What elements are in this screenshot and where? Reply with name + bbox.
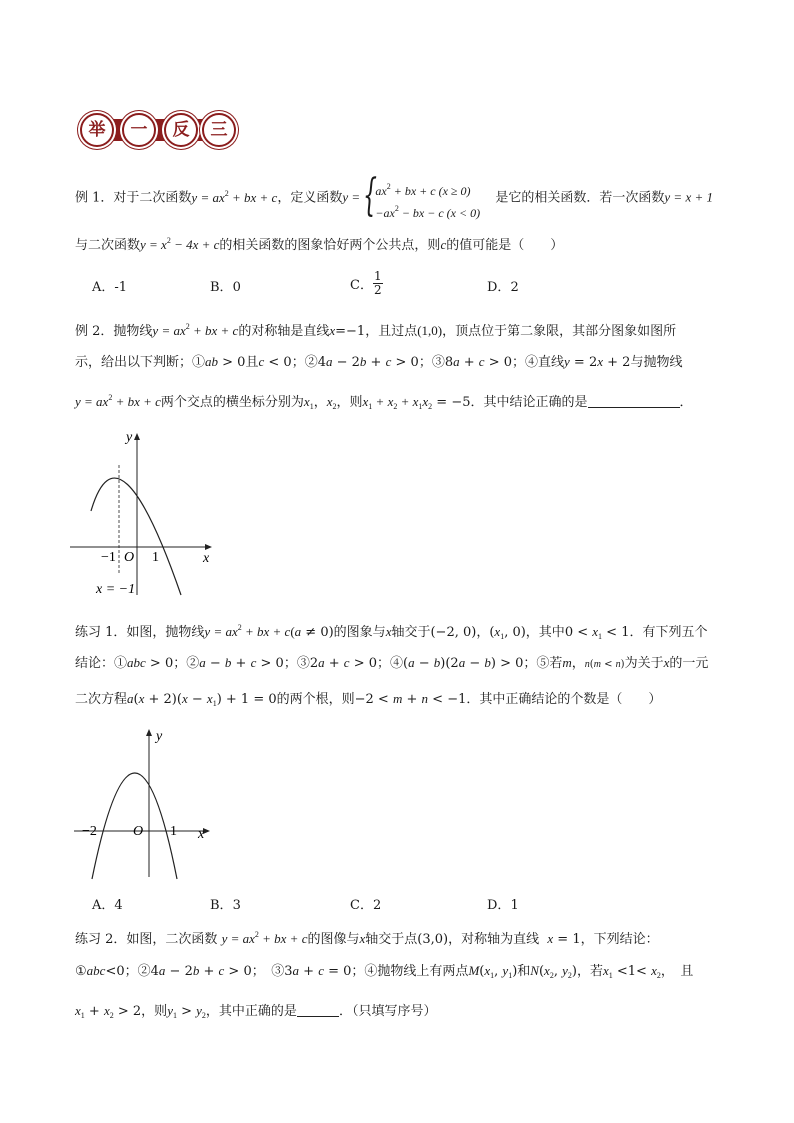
text-fragment: 是它的相关函数．若一次函数 bbox=[495, 190, 665, 206]
text-fragment: 两个交点的横坐标分别为 bbox=[160, 395, 304, 410]
text-fragment: ；④抛物线上有两点 bbox=[351, 964, 469, 979]
text-fragment: 2 bbox=[372, 898, 382, 913]
text-fragment: ；③ bbox=[283, 656, 310, 671]
pr2-line3: $x_1 + x_2 > 2$，则$y_1 > y_2$，其中正确的是 ．（只填写序号） bbox=[75, 1003, 437, 1020]
text-fragment: 的值可能是（ ） bbox=[446, 238, 564, 253]
ex2-x-arrow bbox=[205, 544, 212, 550]
text-fragment: ，则 bbox=[141, 1004, 168, 1019]
ex2-neg1-label: −1 bbox=[101, 550, 116, 565]
text-fragment: ．有下列五个 bbox=[629, 625, 708, 640]
text-fragment: B． bbox=[210, 898, 233, 913]
ex2-graph bbox=[66, 425, 216, 600]
text-fragment: ；② bbox=[124, 964, 151, 979]
text-fragment: ，下列结论： bbox=[580, 932, 659, 947]
text-fragment: 的一元 bbox=[669, 656, 709, 671]
text-fragment: ；② bbox=[173, 656, 200, 671]
text-fragment: ，则 bbox=[336, 395, 363, 410]
ex2-parabola bbox=[91, 478, 181, 595]
text-fragment: 为关于 bbox=[624, 656, 664, 671]
pr1-y-label: y bbox=[156, 729, 163, 744]
pr1-graph bbox=[70, 725, 220, 885]
pr1-neg2-label: −2 bbox=[82, 824, 97, 839]
text-fragment: 0 bbox=[232, 280, 241, 295]
text-fragment: A． bbox=[92, 280, 115, 295]
text-fragment: ；④ bbox=[377, 656, 404, 671]
ex1-option-a[interactable] bbox=[92, 276, 127, 295]
text-fragment: 1 bbox=[510, 898, 519, 913]
text-fragment: 结论：① bbox=[75, 656, 128, 671]
ex1-option-b[interactable] bbox=[210, 276, 241, 295]
text-fragment: ；③ bbox=[418, 355, 445, 370]
text-fragment: 和 bbox=[517, 964, 531, 979]
header-badges bbox=[78, 113, 238, 149]
text-fragment: ；④直线 bbox=[512, 355, 565, 370]
pr1-option-b[interactable] bbox=[210, 894, 241, 913]
pr2-line2: ①abc<0；②4a − 2b + c > 0； ③3a + c = 0；④抛物线上有两点$M(x_1$, $y_1$)和$N(x_2$, $y_2$)，若$x_1 <1< x_2$， 且 bbox=[75, 963, 694, 980]
text-fragment: -1 bbox=[114, 280, 128, 295]
ex2-one-label: 1 bbox=[152, 550, 159, 565]
text-fragment: 的对称轴是直线 bbox=[238, 324, 330, 339]
pr1-y-arrow bbox=[146, 729, 152, 736]
text-fragment: 与二次函数 bbox=[75, 238, 141, 253]
pr1-option-c[interactable] bbox=[350, 894, 381, 913]
badge-yi: 一 bbox=[122, 113, 156, 147]
text-fragment: C． bbox=[350, 278, 373, 293]
text-fragment: 的相关函数的图象恰好两个公共点，则 bbox=[219, 238, 441, 253]
pr1-option-a[interactable] bbox=[92, 894, 123, 913]
ex2-answer-blank[interactable] bbox=[588, 395, 680, 408]
text-fragment: 3 bbox=[232, 898, 241, 913]
text-fragment: D． bbox=[487, 280, 511, 295]
pr2-answer-blank[interactable] bbox=[297, 1004, 339, 1017]
text-fragment: 的图象与 bbox=[333, 625, 386, 640]
pr1-line1: 练习 1．如图，抛物线$y = ax^2$ + bx + c(a ≠ 0)的图象与x轴交于(−2, 0)，($x_1$, 0)，其中$0 < x_1 < 1$．有下列五个 bbox=[75, 623, 708, 641]
text-fragment: 1 bbox=[373, 269, 382, 283]
pr1-line3: 二次方程$a(x + 2)(x - x_1) + 1 = 0$的两个根，则−2 < m + n < −1．其中正确结论的个数是（ ） bbox=[75, 691, 662, 708]
text-fragment: 示，给出以下判断；① bbox=[75, 355, 206, 370]
pr2-line1: 练习 2．如图，二次函数 $y = ax^2$ + bx + c的图像与x轴交于点(3,0)，对称轴为直线 x = 1，下列结论： bbox=[75, 930, 659, 947]
text-fragment: ．其中结论正确的是 bbox=[470, 395, 588, 410]
ex2-line1: 例 2．抛物线$y = ax^2$ + bx + c的对称轴是直线x=−1，且过点(1,0)，顶点位于第二象限，其部分图象如图所 bbox=[75, 322, 677, 339]
text-fragment: ，对称轴为直线 bbox=[448, 932, 540, 947]
text-fragment: A． bbox=[92, 898, 115, 913]
text-fragment: ．其中正确结论的个数是（ ） bbox=[466, 692, 662, 707]
ex1-line1: 例 1．对于二次函数$y = ax^2$ + bx + c，定义函数y = { $ax^2$ + bx + c (x ≥ 0) $-ax^2$ − bx − c (x < 0) 是它的相关函数．若一次函数y = x + 1 bbox=[75, 170, 713, 221]
ex2-y-arrow bbox=[134, 433, 140, 440]
text-fragment: 与抛物线 bbox=[630, 355, 683, 370]
ex1-option-c[interactable] bbox=[350, 270, 383, 297]
text-fragment: ，其中正确的是 bbox=[205, 1004, 297, 1019]
pr1-option-d[interactable] bbox=[487, 894, 519, 913]
text-fragment: 轴交于 bbox=[391, 625, 431, 640]
text-fragment: ，且过点 bbox=[365, 324, 418, 339]
text-fragment: ，定义函数 bbox=[277, 190, 343, 206]
ex1-option-d[interactable] bbox=[487, 276, 519, 295]
text-fragment: 的图像与 bbox=[307, 932, 360, 947]
text-fragment: 2 bbox=[373, 283, 382, 297]
pr1-one-label: 1 bbox=[170, 824, 177, 839]
ex1-piecewise: { $ax^2$ + bx + c (x ≥ 0) $-ax^2$ − bx − c (x < 0) bbox=[363, 170, 481, 221]
text-fragment: D． bbox=[487, 898, 511, 913]
ex1-quadratic: $y = ax^2$ + bx + c bbox=[191, 188, 278, 205]
badge-fan: 反 bbox=[164, 113, 198, 147]
ex1-label: 例 1． bbox=[75, 190, 114, 206]
text-fragment: 4 bbox=[114, 898, 123, 913]
text-fragment: C． bbox=[350, 898, 373, 913]
text-fragment: ，若 bbox=[576, 964, 603, 979]
text-fragment: 轴交于点 bbox=[365, 932, 418, 947]
text-fragment: ；② bbox=[291, 355, 318, 370]
text-fragment: ① bbox=[75, 964, 87, 979]
pr1-x-label: x bbox=[198, 827, 205, 842]
text-fragment: ； ③ bbox=[251, 964, 285, 979]
pr1-line2: 结论：①abc > 0；②a − b + c > 0；③2a + c > 0；④(a − b)(2a − b) > 0；⑤若m，n(m < n)为关于x的一元 bbox=[75, 655, 709, 671]
text-fragment: 练习 2． bbox=[75, 932, 127, 947]
text-fragment: 如图，二次函数 bbox=[126, 932, 218, 947]
text-fragment: 如图，抛物线 bbox=[126, 625, 205, 640]
badge-ju: 举 bbox=[80, 113, 114, 147]
text-fragment: 例 2． bbox=[75, 324, 114, 339]
ex2-y-label: y bbox=[126, 430, 133, 445]
text-fragment: 二次方程 bbox=[75, 692, 128, 707]
text-fragment: 对于二次函数 bbox=[113, 190, 192, 206]
pr1-origin-label: O bbox=[133, 824, 144, 839]
ex2-x-label: x bbox=[203, 551, 210, 566]
text-fragment: 的两个根，则 bbox=[276, 692, 355, 707]
text-fragment: ． bbox=[679, 395, 693, 410]
ex1-line2: 与二次函数$y = x^2 - 4x + c$的相关函数的图象恰好两个公共点，则c的值可能是（ ） bbox=[75, 236, 564, 253]
text-fragment: 练习 1． bbox=[75, 625, 127, 640]
text-fragment: ．（只填写序号） bbox=[338, 1004, 437, 1019]
text-fragment: 且 bbox=[245, 355, 259, 370]
text-fragment: ；⑤若 bbox=[523, 656, 563, 671]
text-fragment: B． bbox=[210, 280, 233, 295]
text-fragment: 2 bbox=[510, 280, 519, 295]
text-fragment: ， 且 bbox=[660, 964, 694, 979]
text-fragment: 抛物线 bbox=[113, 324, 153, 339]
badge-san: 三 bbox=[202, 113, 236, 147]
ex2-line3: $y = ax^2$ + bx + c两个交点的横坐标分别为$x_1$，$x_2$，则$x_1 + x_2 + x_1x_2 = -5$．其中结论正确的是 ． bbox=[75, 393, 693, 411]
text-fragment: ，其中 bbox=[525, 625, 565, 640]
text-fragment: ，顶点位于第二象限，其部分图象如图所 bbox=[442, 324, 677, 339]
ex2-origin-label: O bbox=[124, 550, 135, 565]
ex2-line2: 示，给出以下判断；①ab > 0且c < 0；②4a − 2b + c > 0；③8a + c > 0；④直线y = 2x + 2与抛物线 bbox=[75, 354, 683, 370]
ex2-axis-label: x = −1 bbox=[96, 582, 136, 597]
